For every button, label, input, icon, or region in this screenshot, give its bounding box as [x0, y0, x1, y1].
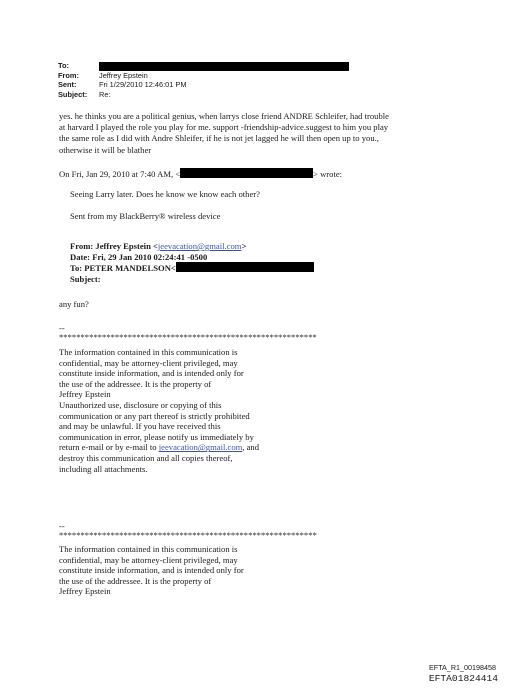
to-label: To:	[58, 61, 69, 70]
fwd-from-close: >	[241, 241, 247, 251]
fwd-subject-row	[70, 274, 314, 285]
quote-attribution	[59, 168, 342, 180]
disclaimer-line: the use of the addressee. It is the property of	[59, 378, 212, 389]
fwd-to-row	[70, 262, 314, 274]
reply-line: the same role as I did with Andre Shleifer, if he is not jet lagged he will then open up to you.,	[59, 133, 379, 144]
disclaimer-separator-2	[59, 522, 317, 540]
disclaimer-line: and may be unlawful. If you have received this	[59, 421, 221, 432]
separator-dashes: --	[59, 521, 65, 531]
fwd-subject-label: Subject:	[70, 274, 101, 285]
disclaimer-short	[59, 544, 244, 597]
separator-stars: ************************************************************	[59, 530, 317, 540]
disclaimer-line: Unauthorized use, disclosure or copying of this	[59, 399, 222, 410]
sent-value: Fri 1/29/2010 12:46:01 PM	[99, 80, 187, 90]
fwd-to-label: To:	[70, 263, 83, 274]
disclaimer-line: including all attachments.	[59, 463, 148, 474]
disclaimer-line-before-link: return e-mail or by e-mail to	[59, 442, 159, 453]
reply-body	[59, 111, 389, 156]
quote-prefix: On Fri, Jan 29, 2010 at 7:40 AM, <	[59, 169, 181, 179]
disclaimer-email-link[interactable]: jeevacation@gmail.com	[158, 442, 243, 453]
fwd-from-email-link[interactable]: jeevacation@gmail.com	[157, 241, 242, 251]
disclaimer-line: The information contained in this communication is	[59, 544, 238, 554]
disclaimer-line: constitute inside information, and is intended only for	[59, 368, 244, 379]
fwd-from-label: From:	[70, 241, 94, 251]
forwarded-header	[70, 241, 314, 285]
redaction-bar	[176, 262, 314, 272]
disclaimer-line: the use of the addressee. It is the property of	[59, 575, 212, 586]
disclaimer-line: communication in error, please notify us immediately by	[59, 431, 254, 442]
disclaimer-separator	[59, 324, 317, 342]
forwarded-message: any fun?	[59, 299, 89, 309]
disclaimer-full	[59, 347, 259, 474]
header-to-row	[58, 61, 349, 71]
disclaimer-line: confidential, may be attorney-client privileged, may	[59, 554, 238, 565]
redaction-bar	[99, 62, 349, 71]
disclaimer-line: destroy this communication and all copies thereof,	[59, 452, 233, 463]
signature: Sent from my BlackBerry® wireless device	[70, 211, 221, 221]
disclaimer-line: communication or any part thereof is strictly prohibited	[59, 410, 250, 421]
redaction-bar	[180, 168, 313, 178]
sent-label: Sent:	[58, 80, 77, 90]
disclaimer-link-line	[59, 442, 259, 453]
disclaimer-line: The information contained in this communication is	[59, 347, 238, 357]
header-subject-row	[58, 90, 349, 99]
disclaimer-line: constitute inside information, and is intended only for	[59, 565, 244, 576]
fwd-date-label: Date:	[70, 251, 91, 262]
reply-line: yes. he thinks you are a political genius, when larrys close friend ANDRE Schleifer, had trouble	[59, 111, 389, 121]
reply-line: otherwise it will be blather	[59, 144, 152, 155]
subject-label: Subject:	[58, 89, 88, 99]
header-from-row	[58, 71, 349, 80]
quote-suffix: > wrote:	[313, 169, 343, 179]
reply-line: at harvard I played the role you play for me. support -friendship-advice.suggest to him you play	[59, 122, 389, 133]
bates-number-small: EFTA_R1_00198458	[429, 663, 496, 672]
fwd-from-name: Jeffrey Epstein <	[95, 241, 158, 251]
from-label: From:	[58, 71, 79, 80]
from-value: Jeffrey Epstein	[99, 71, 148, 80]
separator-stars: ************************************************************	[59, 332, 317, 342]
disclaimer-line: confidential, may be attorney-client privileged, may	[59, 357, 238, 368]
fwd-to-value: PETER MANDELSON<	[84, 263, 176, 274]
bates-number-large: EFTA01824414	[428, 673, 498, 684]
quoted-text: Seeing Larry later. Does he know we know each other?	[70, 189, 260, 199]
separator-dashes: --	[59, 323, 65, 333]
fwd-date-value: Fri, 29 Jan 2010 02:24:41 -0500	[92, 251, 208, 262]
disclaimer-line: Jeffrey Epstein	[59, 586, 111, 597]
fwd-date-row	[70, 252, 314, 263]
disclaimer-line-after-link: , and	[242, 442, 260, 453]
email-header	[58, 61, 349, 99]
disclaimer-line: Jeffrey Epstein	[59, 389, 111, 400]
header-sent-row	[58, 80, 349, 89]
fwd-from-row	[70, 241, 314, 252]
subject-value: Re:	[99, 89, 111, 99]
